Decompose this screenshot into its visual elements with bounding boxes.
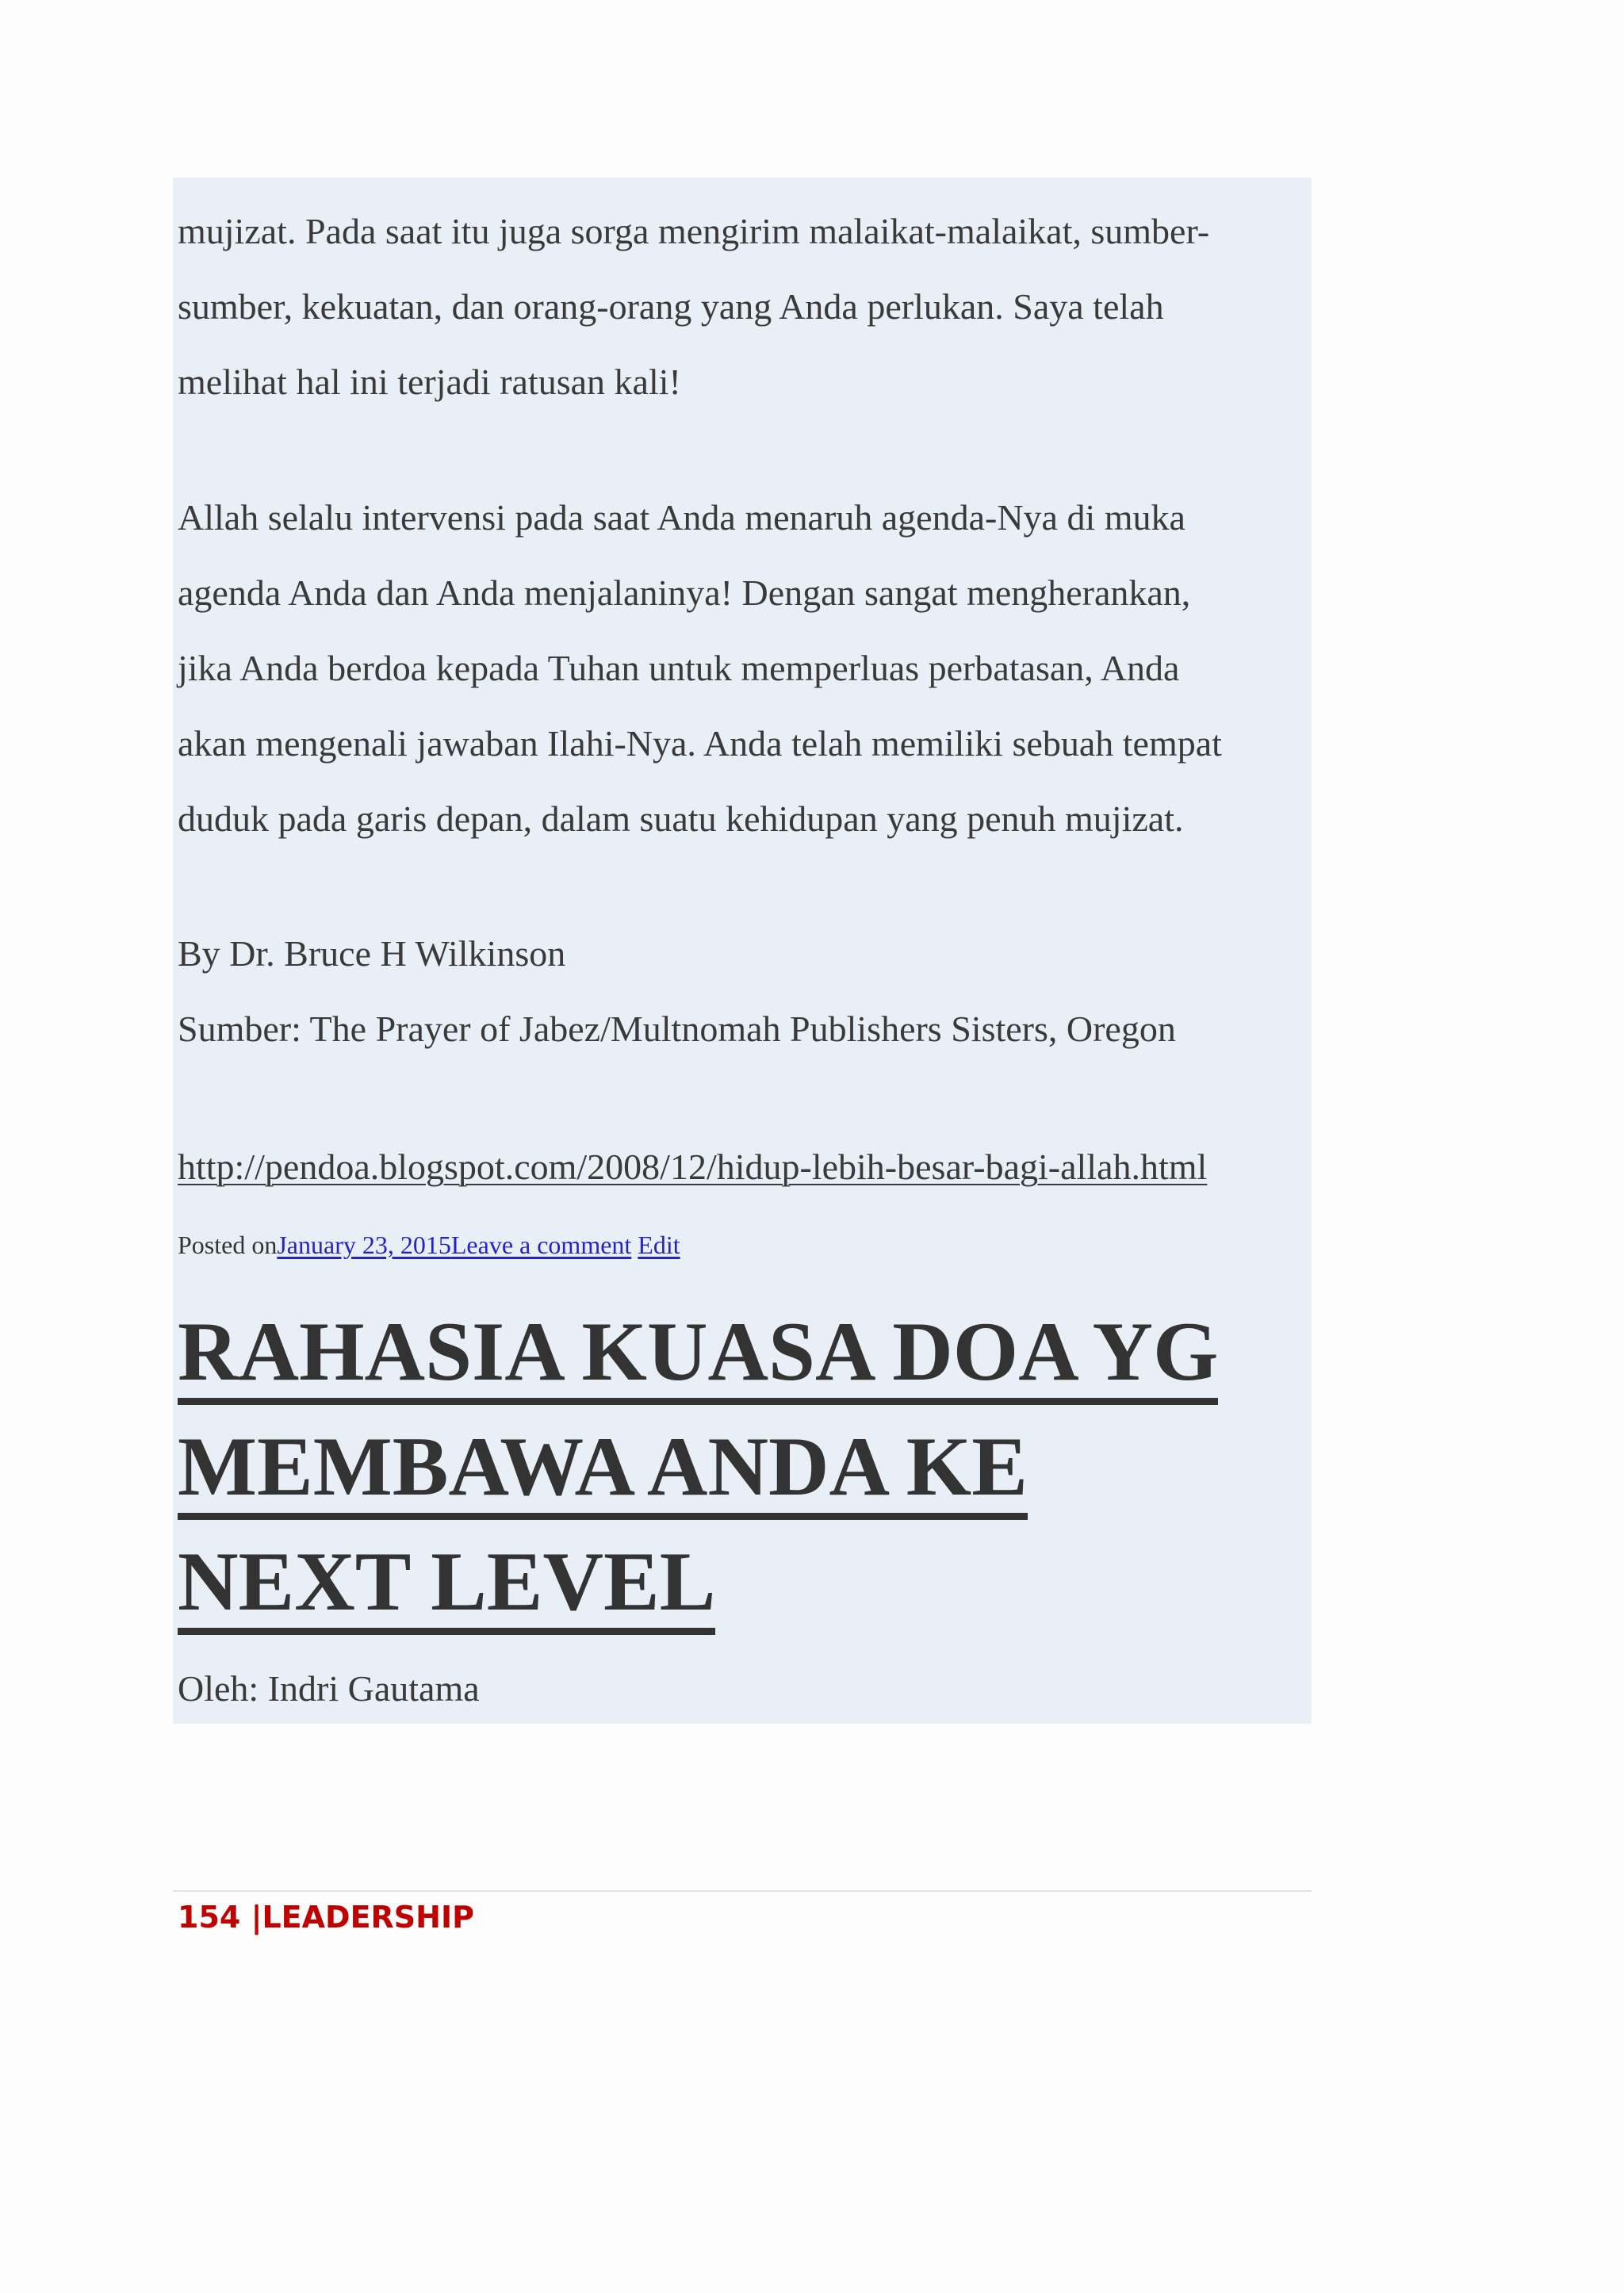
paragraph-line: jika Anda berdoa kepada Tuhan untuk memperluas perbatasan, Anda [178,648,1180,688]
paragraph-line: akan mengenali jawaban Ilahi-Nya. Anda telah memiliki sebuah tempat [178,723,1222,764]
paragraph-1 [178,193,1320,419]
credits [178,916,1320,1066]
page-number: 154 [178,1900,241,1935]
source-url-line [178,1129,1320,1204]
footer-separator: | [251,1900,262,1935]
article-headline[interactable] [178,1294,1312,1639]
paragraph-line: Allah selalu intervensi pada saat Anda menaruh agenda-Nya di muka [178,497,1185,538]
author-credit: By Dr. Bruce H Wilkinson [178,933,566,974]
leave-comment-link[interactable]: Leave a comment [450,1231,632,1259]
paragraph-line: mujizat. Pada saat itu juga sorga mengirim malaikat-malaikat, sumber- [178,211,1210,251]
headline-line[interactable]: NEXT LEVEL [178,1535,715,1635]
section-name: LEADERSHIP [262,1900,474,1935]
paragraph-line: duduk pada garis depan, dalam suatu kehidupan yang penuh mujizat. [178,798,1184,839]
paragraph-line: agenda Anda dan Anda menjalaninya! Dengan sangat mengherankan, [178,572,1191,613]
footer-divider [173,1890,1312,1892]
headline-line[interactable]: MEMBAWA ANDA KE [178,1420,1028,1520]
paragraph-2 [178,480,1320,856]
paragraph-line: sumber, kekuatan, dan orang-orang yang Anda perlukan. Saya telah [178,286,1164,327]
page-footer [178,1900,474,1935]
byline [178,1651,1320,1726]
edit-link[interactable]: Edit [638,1231,680,1259]
post-date-link[interactable]: January 23, 2015 [277,1231,451,1259]
post-meta [178,1231,1320,1260]
byline-text: Oleh: Indri Gautama [178,1668,480,1709]
source-credit: Sumber: The Prayer of Jabez/Multnomah Publishers Sisters, Oregon [178,1009,1176,1049]
source-url-link[interactable]: http://pendoa.blogspot.com/2008/12/hidup-lebih-besar-bagi-allah.html [178,1146,1208,1187]
headline-line[interactable]: RAHASIA KUASA DOA YG [178,1305,1218,1405]
paragraph-line: melihat hal ini terjadi ratusan kali! [178,362,681,402]
posted-on-label: Posted on [178,1231,278,1259]
